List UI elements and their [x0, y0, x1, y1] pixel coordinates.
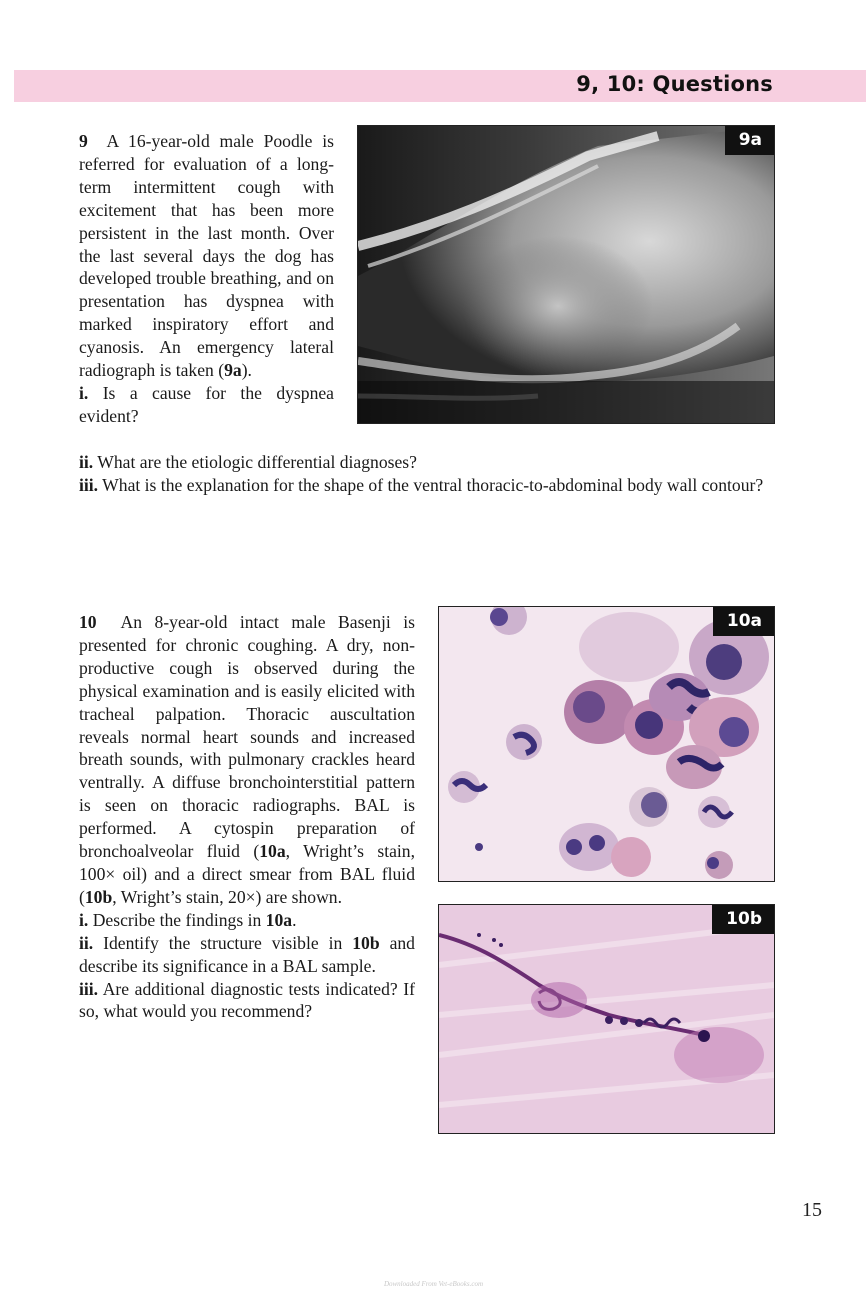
question-10-body: , Wright’s stain, 100× oil) and a direct smear from BAL fluid (: [79, 841, 415, 907]
figure-label-10b: 10b: [712, 905, 774, 934]
figure-label-10a: 10a: [713, 607, 774, 636]
item-text: Are additional diagnostic tests indicated? If so, what would you recommend?: [79, 978, 415, 1022]
question-9-body: A 16-year-old male Poodle is referred for evaluation of a long-term intermittent cough with excitement that has been more persistent in the last month. Over the last several days the dog has developed trouble breathing, and on presentation has dyspnea with marked inspiratory effort and cyanosis. An emergency lateral radiograph is taken (: [79, 131, 334, 381]
smear-image: [439, 905, 774, 1133]
figure-10b-smear: [438, 904, 775, 1134]
figure-ref: 10b: [352, 932, 380, 953]
figure-9a-radiograph: [357, 125, 775, 424]
radiograph-image: [358, 126, 774, 423]
question-10-body: , Wright’s stain, 20×) are shown.: [112, 886, 343, 907]
item-label: ii.: [79, 932, 94, 953]
watermark: Downloaded From Vet-eBooks.com: [383, 1280, 484, 1288]
question-number: 10: [79, 612, 97, 632]
item-label: ii.: [79, 452, 94, 472]
item-text: Identify the structure visible in: [103, 932, 353, 953]
item-label: i.: [79, 382, 89, 403]
page-title: 9, 10: Questions: [576, 72, 773, 96]
question-item: [79, 909, 415, 932]
question-item: [79, 978, 415, 1024]
question-9-continued: [79, 451, 775, 497]
question-10-body: An 8-year-old intact male Basenji is presented for chronic coughing. A dry, non-productive cough is observed during the physical examination and is easily elicited with tracheal palpation. Thoracic auscultation reveals normal heart sounds and increased breath sounds, with pulmonary crackles heard ventrally. A diffuse bronchointerstitial pattern is seen on thoracic radiographs. BAL is performed. A cytospin preparation of bronchoalveolar fluid (: [79, 612, 415, 862]
question-number: 9: [79, 131, 88, 151]
item-label: iii.: [79, 978, 99, 999]
item-text: Is a cause for the dyspnea evident?: [79, 382, 334, 426]
item-label: i.: [79, 909, 89, 930]
question-9: [79, 130, 334, 428]
item-text: What are the etiologic differential diagnoses?: [97, 452, 417, 472]
item-label: iii.: [79, 474, 99, 495]
question-9-intro: [79, 130, 334, 382]
figure-ref: 10a: [265, 909, 293, 930]
question-10: [79, 611, 415, 1023]
cytology-image: [439, 607, 774, 881]
figure-10a-cytology: [438, 606, 775, 882]
question-item: [79, 932, 415, 978]
item-text: Describe the findings in: [92, 909, 266, 930]
punctuation: .: [292, 909, 297, 930]
figure-label-9a: 9a: [725, 126, 774, 155]
figure-ref: 10a: [259, 841, 286, 862]
punctuation: ).: [241, 360, 252, 381]
page-number: 15: [802, 1199, 822, 1221]
figure-ref: 9a: [224, 360, 242, 381]
item-text: What is the explanation for the shape of the ventral thoracic-to-abdominal body wall contour?: [102, 474, 764, 495]
figure-ref: 10b: [84, 886, 113, 907]
item-text: and describe its significance in a BAL sample.: [79, 932, 415, 976]
question-item: [79, 451, 775, 474]
question-item: [79, 382, 334, 428]
question-10-intro: [79, 611, 415, 909]
question-item: [79, 474, 775, 497]
